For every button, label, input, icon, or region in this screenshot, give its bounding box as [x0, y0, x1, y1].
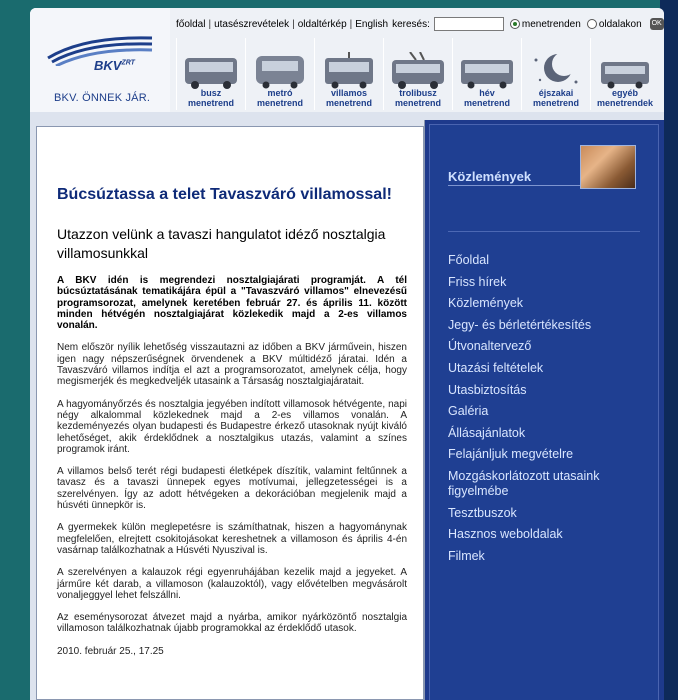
label-bottom: menetrend: [187, 98, 234, 108]
transport-tram[interactable]: [314, 38, 383, 110]
nav-item-hasznos-weboldalak[interactable]: Hasznos weboldalak: [448, 527, 563, 542]
article-paragraph: Az eseménysorozat átvezet majd a nyárba, amikor nyárközöntő nosztalgia villamoson találkozhatnak újabb programokkal az érdeklődő utasok.: [57, 612, 407, 635]
trolleybus-icon: [388, 52, 448, 92]
logo-name: BKV: [94, 58, 122, 73]
transport-other-label: [591, 88, 659, 108]
topnav-home-link[interactable]: főoldal: [176, 18, 206, 30]
article-date: 2010. február 25., 17.25: [57, 645, 164, 657]
nav-item-utasbiztositas[interactable]: Utasbiztosítás: [448, 382, 527, 397]
top-navigation: [176, 15, 664, 33]
label-bottom: menetrend: [256, 98, 303, 108]
transport-hev-label: [453, 88, 521, 108]
transport-bus[interactable]: [176, 38, 245, 110]
transport-bus-label: [177, 88, 245, 108]
search-ok-button[interactable]: OK: [650, 18, 664, 30]
sidebar: [424, 120, 664, 700]
transport-metro[interactable]: [245, 38, 314, 110]
other-vehicle-icon: [595, 52, 655, 92]
nav-item-utazasi-feltetelek[interactable]: Utazási feltételek: [448, 360, 544, 375]
label-bottom: menetrend: [532, 98, 579, 108]
article-subtitle: Utazzon velünk a tavaszi hangulatot idéző nosztalgia villamosunkkal: [57, 226, 386, 261]
article-title: Búcsúztassa a telet Tavaszváró villamossal!: [57, 186, 392, 203]
transport-trolleybus-label: [384, 88, 452, 108]
article-paragraph: A villamos belső terét régi budapesti életképek díszítik, valamint feltűnnek a tavasz és a tavaszi ünnepek egyes motívumai, jellegzetességei is a szerelvényen. Így az adott hétvégeken a dekorációban megjelenik majd a húsvéti ünnepkör is.: [57, 466, 407, 512]
logo-sup: ZRT: [121, 59, 135, 67]
nav-item-galeria[interactable]: Galéria: [448, 404, 489, 419]
metro-icon: [250, 52, 310, 92]
topnav-english-link[interactable]: English: [355, 18, 389, 30]
nav-item-jegy-berlet[interactable]: Jegy- és bérletértékesítés: [448, 317, 592, 332]
label-bottom: menetrend: [463, 98, 510, 108]
label-bottom: menetrend: [394, 98, 441, 108]
article-paragraph: A hagyományőrzés és nosztalgia jegyében indított villamosok hétvégente, napi négy alkalommal közlekednek majd a 2-es villamos vonalán. A kezdeményezés olyan budapesti és Budapestre érkező utasoknak nyújt kiváló lehetőséget, akik érdeklődnek a nosztalgikus utazás, valamint a színes programok iránt.: [57, 398, 407, 455]
transport-night-label: [522, 88, 590, 108]
radio-timetable[interactable]: [510, 19, 520, 29]
transport-hev[interactable]: [452, 38, 521, 110]
section-underline: [448, 185, 582, 186]
transport-metro-label: [246, 88, 314, 108]
topnav-feedback-link[interactable]: utasészrevételek: [214, 18, 290, 30]
label-top: trolibusz: [399, 88, 437, 98]
label-top: busz: [200, 88, 222, 98]
nav-item-mozgaskorlatozott[interactable]: Mozgáskorlátozott utasaink figyelmébe: [448, 468, 600, 498]
radio-pages-label: oldalakon: [598, 18, 642, 30]
article-body: [57, 275, 407, 668]
radio-pages[interactable]: [587, 19, 597, 29]
search-label: keresés:: [392, 18, 430, 30]
article-paragraph: A szerelvényen a kalauzok régi egyenruhájában kezelik majd a jegyeket. A járműre két darab, a villamoson (kalauzoktól), vagy elővételben megvásárolt vonaljeggyel lehet felszállni.: [57, 567, 407, 601]
label-top: villamos: [330, 88, 368, 98]
transport-night[interactable]: [521, 38, 590, 110]
section-title: Közlemények: [448, 169, 532, 184]
nav-item-friss-hirek[interactable]: Friss hírek: [448, 274, 507, 289]
sidebar-nav: [448, 253, 653, 570]
nav-item-fooldal[interactable]: Főoldal: [448, 253, 489, 267]
label-bottom: menetrendek: [596, 98, 654, 108]
tagline: BKV. ÖNNEK JÁR.: [54, 92, 151, 104]
nav-item-kozlemenyek[interactable]: Közlemények: [448, 296, 524, 311]
transport-tram-label: [315, 88, 383, 108]
suburban-rail-icon: [457, 52, 517, 92]
sidebar-panel: [429, 124, 659, 700]
radio-timetable-label: menetrenden: [521, 18, 581, 30]
night-moon-icon: [526, 52, 586, 92]
article-paragraph: A gyermekek külön meglepetésre is számíthatnak, hiszen a hagyománynak megfelelően, elrejtett csokitojásokat kereshetnek a villamoson és április 4-én vasárnap találkozhatnak a Húsvéti Nyuszival is.: [57, 522, 407, 556]
topnav-sitemap-link[interactable]: oldaltérkép: [297, 18, 347, 30]
divider: [448, 231, 640, 232]
label-top: hév: [479, 88, 495, 98]
nav-item-allasajanlatok[interactable]: Állásajánlatok: [448, 425, 526, 440]
transport-menu: [176, 38, 660, 110]
nav-item-felajanljuk[interactable]: Felajánljuk megvételre: [448, 447, 574, 462]
article-lead: A BKV idén is megrendezi nosztalgiajárati programját. A tél búcsúztatásának tematikájára épül a "Tavaszváró villamos" elnevezésű programsorozat, amelynek keretében február 27. és április 11. között minden hétvégén nosztalgiajárat közlekedik majd a 2-es villamos vonalán.: [57, 275, 407, 332]
tram-icon: [319, 52, 379, 92]
article-paragraph: Nem először nyílik lehetőség visszautazni az időben a BKV járművein, hiszen igen nagy népszerűségnek örvendenek a BKV múltidéző járatai. Idén a Tavaszváró villamos indítja el azt a programsorozatot, amelynek célja, hogy megismerjék és megkedveljék utasaink a Társaság nosztalgiajáratait.: [57, 342, 407, 388]
label-top: éjszakai: [538, 88, 574, 98]
transport-trolleybus[interactable]: [383, 38, 452, 110]
label-bottom: menetrend: [325, 98, 372, 108]
section-photo: [580, 145, 636, 189]
article-panel: [36, 126, 424, 700]
page-frame: [30, 8, 664, 700]
logo-text: [94, 58, 135, 73]
separator: |: [292, 18, 295, 30]
site-header: [30, 8, 664, 112]
nav-item-filmek[interactable]: Filmek: [448, 548, 485, 563]
separator: |: [208, 18, 212, 30]
transport-other[interactable]: [590, 38, 659, 110]
nav-item-utvonaltervezo[interactable]: Útvonaltervező: [448, 339, 532, 354]
nav-item-tesztbuszok[interactable]: Tesztbuszok: [448, 505, 517, 520]
bus-icon: [181, 52, 241, 92]
label-top: egyéb: [611, 88, 638, 98]
label-top: metró: [267, 88, 293, 98]
search-input[interactable]: [434, 17, 504, 31]
logo-area[interactable]: [30, 8, 170, 112]
separator: |: [349, 18, 353, 30]
